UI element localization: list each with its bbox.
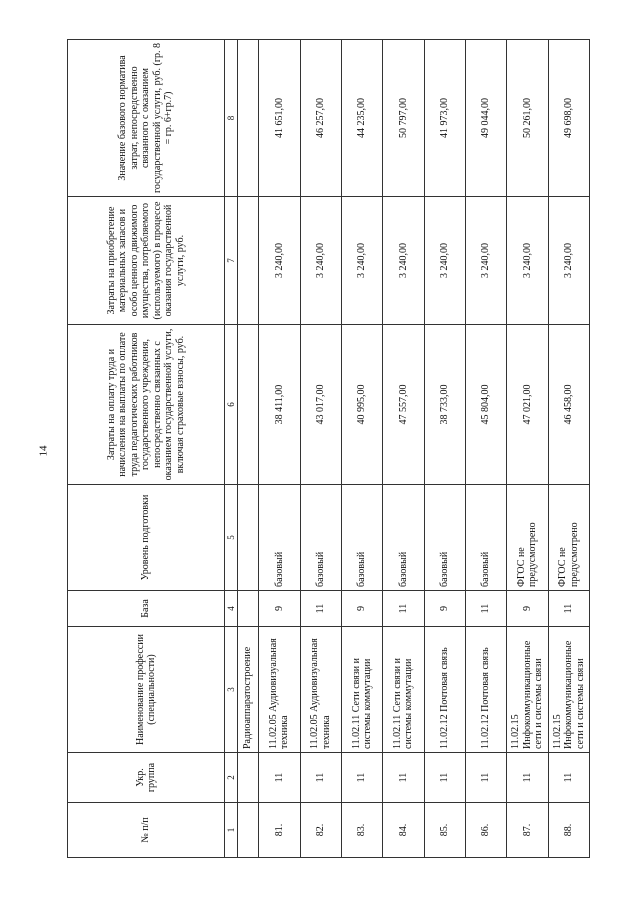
- col-number: 7: [225, 197, 238, 325]
- header-total: Значение базового норматива затрат, непосредственно связанного с оказанием государственной услуги, руб. (гр. 8 = гр. 6+гр.7): [68, 40, 225, 197]
- row-number: 82.: [300, 803, 341, 858]
- row-level: базовый: [383, 485, 424, 591]
- row-labor: 45 804,00: [465, 325, 506, 485]
- table-row: [424, 40, 465, 858]
- row-group: 11: [424, 753, 465, 803]
- header-materials: Затраты на приобретение материальных запасов и особо ценного движимого имущества, потребляемого (используемого) в процессе оказания государственной услуги, руб.: [68, 197, 225, 325]
- rotated-table-sheet: [67, 40, 590, 858]
- section-title: Радиоаппаратостроение: [238, 627, 259, 753]
- row-total: 50 261,00: [507, 40, 548, 197]
- row-level: ФГОС не предусмотрено: [548, 485, 589, 591]
- table-row: [341, 40, 382, 858]
- row-group: 11: [507, 753, 548, 803]
- column-number-row: [225, 40, 238, 858]
- row-level: ФГОС не предусмотрено: [507, 485, 548, 591]
- row-number: 84.: [383, 803, 424, 858]
- row-base: 11: [383, 591, 424, 627]
- header-base: База: [68, 591, 225, 627]
- header-name: Наименование профессии (специальности): [68, 627, 225, 753]
- row-total: 41 651,00: [259, 40, 300, 197]
- row-number: 86.: [465, 803, 506, 858]
- row-total: 41 973,00: [424, 40, 465, 197]
- row-base: 11: [465, 591, 506, 627]
- row-name: 11.02.11 Сети связи и системы коммутации: [341, 627, 382, 753]
- row-name: 11.02.15 Инфокоммуникационные сети и системы связи: [548, 627, 589, 753]
- header-labor: Затраты на оплату труда и начисления на выплаты по оплате труда педагогических работников государственного учреждения, непосредственно связанных с оказанием государственной услуги, включая страховые взносы, руб.: [68, 325, 225, 485]
- col-number: 6: [225, 325, 238, 485]
- row-base: 9: [341, 591, 382, 627]
- row-level: базовый: [300, 485, 341, 591]
- row-materials: 3 240,00: [341, 197, 382, 325]
- row-total: 44 235,00: [341, 40, 382, 197]
- col-number: 8: [225, 40, 238, 197]
- row-materials: 3 240,00: [300, 197, 341, 325]
- row-group: 11: [300, 753, 341, 803]
- norms-table: [67, 39, 590, 858]
- row-base: 9: [424, 591, 465, 627]
- table-row: [259, 40, 300, 858]
- header-level: Уровень подготовки: [68, 485, 225, 591]
- section-row: [238, 40, 259, 858]
- row-base: 11: [548, 591, 589, 627]
- row-name: 11.02.12 Почтовая связь: [465, 627, 506, 753]
- row-materials: 3 240,00: [507, 197, 548, 325]
- row-group: 11: [383, 753, 424, 803]
- row-materials: 3 240,00: [424, 197, 465, 325]
- row-level: базовый: [424, 485, 465, 591]
- row-number: 88.: [548, 803, 589, 858]
- row-labor: 47 557,00: [383, 325, 424, 485]
- table-row: [465, 40, 506, 858]
- row-level: базовый: [341, 485, 382, 591]
- header-group: Укр. группа: [68, 753, 225, 803]
- col-number: 2: [225, 753, 238, 803]
- row-total: 50 797,00: [383, 40, 424, 197]
- row-total: 49 044,00: [465, 40, 506, 197]
- row-number: 85.: [424, 803, 465, 858]
- table-row: [548, 40, 589, 858]
- row-group: 11: [548, 753, 589, 803]
- col-number: 4: [225, 591, 238, 627]
- row-name: 11.02.05 Аудиовизуальная техника: [300, 627, 341, 753]
- table-row: [507, 40, 548, 858]
- row-name: 11.02.12 Почтовая связь: [424, 627, 465, 753]
- row-group: 11: [259, 753, 300, 803]
- row-name: 11.02.11 Сети связи и системы коммутации: [383, 627, 424, 753]
- col-number: 3: [225, 627, 238, 753]
- row-base: 9: [259, 591, 300, 627]
- row-number: 87.: [507, 803, 548, 858]
- row-level: базовый: [259, 485, 300, 591]
- table-row: [383, 40, 424, 858]
- row-materials: 3 240,00: [465, 197, 506, 325]
- row-materials: 3 240,00: [548, 197, 589, 325]
- row-name: 11.02.05 Аудиовизуальная техника: [259, 627, 300, 753]
- row-base: 11: [300, 591, 341, 627]
- page-number: 14: [37, 445, 50, 457]
- table-row: [300, 40, 341, 858]
- row-labor: 47 021,00: [507, 325, 548, 485]
- row-number: 81.: [259, 803, 300, 858]
- col-number: 1: [225, 803, 238, 858]
- row-labor: 43 017,00: [300, 325, 341, 485]
- row-level: базовый: [465, 485, 506, 591]
- row-total: 46 257,00: [300, 40, 341, 197]
- header-num: № п/п: [68, 803, 225, 858]
- row-labor: 46 458,00: [548, 325, 589, 485]
- row-base: 9: [507, 591, 548, 627]
- row-materials: 3 240,00: [383, 197, 424, 325]
- col-number: 5: [225, 485, 238, 591]
- row-labor: 38 411,00: [259, 325, 300, 485]
- row-group: 11: [465, 753, 506, 803]
- row-materials: 3 240,00: [259, 197, 300, 325]
- row-labor: 40 995,00: [341, 325, 382, 485]
- row-name: 11.02.15 Инфокоммуникационные сети и системы связи: [507, 627, 548, 753]
- row-number: 83.: [341, 803, 382, 858]
- row-group: 11: [341, 753, 382, 803]
- header-row: [68, 40, 225, 858]
- row-total: 49 698,00: [548, 40, 589, 197]
- row-labor: 38 733,00: [424, 325, 465, 485]
